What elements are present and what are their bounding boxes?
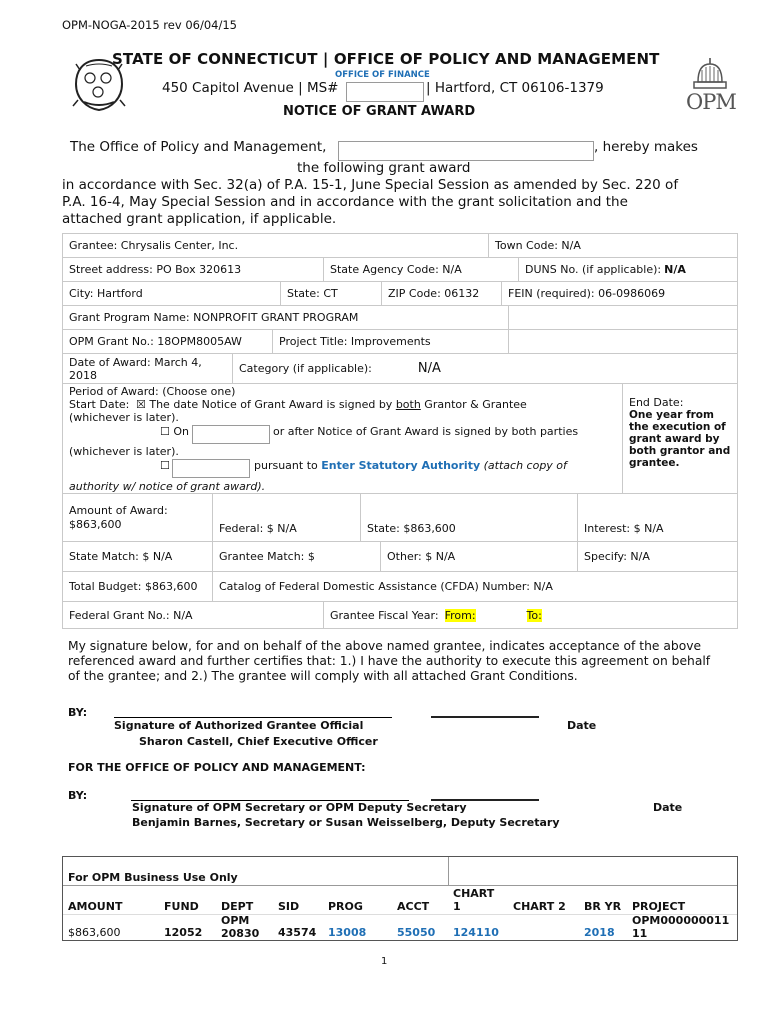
grantee-date-line[interactable] — [431, 716, 539, 718]
opm-logo — [684, 58, 736, 116]
row-date — [63, 354, 737, 384]
business-header-dept: DEPT — [221, 900, 254, 913]
business-header-acct: ACCT — [397, 900, 430, 913]
intro-line2: the following grant award — [297, 160, 471, 176]
opm-signer-names: Benjamin Barnes, Secretary or Susan Weisselberg, Deputy Secretary — [132, 816, 560, 829]
intro-line1-left: The Office of Policy and Management, — [70, 139, 327, 155]
opm-heading: FOR THE OFFICE OF POLICY AND MANAGEMENT: — [68, 761, 366, 774]
row-total — [63, 572, 737, 602]
row-grantee — [63, 234, 737, 258]
interest-cell: Interest: $ N/A — [584, 522, 664, 535]
acceptance-line1: My signature below, for and on behalf of the above named grantee, indicates acceptance of the above — [68, 639, 702, 653]
fiscal-year-cell — [324, 602, 737, 628]
fein-cell: FEIN (required): 06-0986069 — [508, 287, 666, 300]
address-left: 450 Capitol Avenue | MS# — [162, 80, 339, 96]
period-title: Period of Award: (Choose one) — [69, 385, 236, 398]
grantee-match-cell: Grantee Match: $ — [213, 542, 381, 571]
intro-line3: in accordance with Sec. 32(a) of P.A. 15-1, June Special Session as amended by Sec. 220 of — [62, 177, 679, 193]
opm-logo-text: OPM — [686, 90, 736, 114]
whichever-2: (whichever is later). — [69, 445, 179, 458]
grantee-date-label: Date — [567, 719, 597, 732]
state-cell: State: CT — [281, 282, 382, 305]
opm-division-field[interactable] — [338, 141, 594, 161]
business-header-sid: SID — [278, 900, 300, 913]
business-value-amount: $863,600 — [68, 926, 121, 939]
enter-statutory-authority[interactable]: Enter Statutory Authority — [321, 459, 481, 472]
business-value-fund: 12052 — [164, 926, 203, 939]
acceptance-line3: of the grantee; and 2.) The grantee will comply with all attached Grant Conditions. — [68, 669, 578, 683]
statutory-date-field[interactable] — [172, 459, 250, 478]
authority-text: authority w/ notice of grant award). — [69, 480, 266, 493]
business-header-prog: PROG — [328, 900, 363, 913]
category-value: N/A — [417, 361, 441, 376]
state-amount-cell: State: $863,600 — [361, 494, 578, 541]
intro-line5: attached grant application, if applicable. — [62, 211, 337, 227]
intro-line1-right: , hereby makes — [594, 139, 698, 155]
business-title-divider — [448, 857, 449, 885]
by-label-2: BY: — [68, 789, 88, 802]
business-header-bryr: BR YR — [584, 900, 622, 913]
address-right: | Hartford, CT 06106-1379 — [426, 80, 604, 96]
duns-label: DUNS No. (if applicable): — [525, 263, 662, 276]
street-cell: Street address: PO Box 320613 — [63, 258, 324, 281]
other-cell: Other: $ N/A — [381, 542, 578, 571]
business-top-divider — [63, 885, 737, 886]
amount-cell — [63, 494, 213, 541]
business-value-dept: OPM 20830 — [221, 914, 260, 940]
whichever-1: (whichever is later). — [69, 411, 179, 424]
duns-cell — [519, 258, 737, 281]
amount-value: $863,600 — [69, 517, 122, 531]
option-after-text: or after Notice of Grant Award is signed by both parties — [273, 425, 579, 438]
program-empty-cell — [509, 306, 737, 329]
grant-no-cell: OPM Grant No.: 18OPM8005AW — [63, 330, 273, 353]
row-program — [63, 306, 737, 330]
fiscal-to[interactable]: To: — [526, 608, 542, 622]
grant-details-table — [62, 233, 738, 629]
on-date-field[interactable] — [192, 425, 270, 444]
option-on-checkbox[interactable]: ☐ On — [160, 425, 189, 438]
date-award-line2: 2018 — [69, 368, 97, 382]
opm-signature-label: Signature of OPM Secretary or OPM Deputy Secretary — [132, 801, 467, 814]
state-match-cell: State Match: $ N/A — [63, 542, 213, 571]
row-street — [63, 258, 737, 282]
statutory-text — [254, 459, 567, 472]
capitol-dome-icon — [684, 58, 736, 92]
business-value-acct: 55050 — [397, 926, 436, 939]
start-date-label: Start Date: — [69, 398, 130, 411]
category-cell — [233, 354, 737, 383]
business-header-chart1: CHART 1 — [453, 887, 495, 913]
opm-date-label: Date — [653, 801, 683, 814]
town-code-cell: Town Code: N/A — [495, 239, 581, 252]
fiscal-year-label: Grantee Fiscal Year: — [330, 608, 439, 622]
form-id: OPM-NOGA-2015 rev 06/04/15 — [62, 18, 237, 32]
office-of-finance: OFFICE OF FINANCE — [335, 70, 430, 80]
business-value-prog: 13008 — [328, 926, 367, 939]
notice-title: NOTICE OF GRANT AWARD — [283, 104, 476, 119]
row-city — [63, 282, 737, 306]
business-title: For OPM Business Use Only — [68, 871, 238, 884]
project-title-cell: Project Title: Improvements — [273, 330, 509, 353]
amount-label: Amount of Award: — [69, 503, 168, 517]
federal-grant-no-cell: Federal Grant No.: N/A — [63, 602, 324, 628]
row-period — [63, 384, 737, 494]
business-header-project: PROJECT — [632, 900, 686, 913]
business-header-fund: FUND — [164, 900, 199, 913]
business-value-bryr: 2018 — [584, 926, 615, 939]
pursuant-text: pursuant to — [254, 459, 322, 472]
zip-cell: ZIP Code: 06132 — [382, 282, 502, 305]
grantee-signer-name: Sharon Castell, Chief Executive Officer — [139, 735, 378, 748]
project-empty-cell — [509, 330, 737, 353]
business-value-chart1: 124110 — [453, 926, 499, 939]
acceptance-line2: referenced award and further certifies that: 1.) I have the authority to execute this agreement on behalf — [68, 654, 711, 668]
specify-cell: Specify: N/A — [584, 550, 650, 563]
total-budget-cell: Total Budget: $863,600 — [63, 572, 213, 601]
grantee-signature-label: Signature of Authorized Grantee Official — [114, 719, 364, 732]
category-label: Category (if applicable): — [239, 362, 372, 375]
date-award-cell — [63, 354, 233, 383]
ms-number-field[interactable] — [346, 82, 424, 102]
business-value-sid: 43574 — [278, 926, 317, 939]
option-grantor-text: Grantor & Grantee — [420, 398, 527, 411]
option-signed-text: ☒ The date Notice of Grant Award is signed by — [136, 398, 396, 411]
row-grant-no — [63, 330, 737, 354]
cfda-cell: Catalog of Federal Domestic Assistance (CFDA) Number: N/A — [219, 580, 553, 593]
grantee-cell: Grantee: Chrysalis Center, Inc. — [63, 234, 489, 257]
business-header-chart2: CHART 2 — [513, 900, 566, 913]
agency-code-cell: State Agency Code: N/A — [324, 258, 519, 281]
intro-line4: P.A. 16-4, May Special Session and in accordance with the grant solicitation and the — [62, 194, 628, 210]
duns-value: N/A — [664, 263, 686, 276]
row-federal-grant — [63, 602, 737, 628]
business-value-project: OPM000000011 11 — [632, 914, 730, 940]
fiscal-from[interactable]: From: — [444, 608, 476, 622]
end-date-text: One year from the execution of grant award by both grantor and grantee. — [629, 409, 731, 469]
end-date-label: End Date: — [629, 396, 684, 409]
grantee-signature-line[interactable] — [114, 717, 392, 718]
date-award-line1: Date of Award: March 4, — [69, 355, 202, 369]
end-date-cell — [623, 384, 737, 493]
option-signed-both[interactable] — [136, 398, 527, 411]
federal-cell: Federal: $ N/A — [213, 494, 361, 541]
by-label-1: BY: — [68, 706, 88, 719]
row-match — [63, 542, 737, 572]
page-number: 1 — [381, 956, 388, 967]
option-statutory-checkbox[interactable]: ☐ — [160, 459, 170, 472]
business-header-amount: AMOUNT — [68, 900, 123, 913]
business-use-table — [62, 856, 738, 941]
option-both-text: both — [395, 398, 421, 411]
header-title: STATE OF CONNECTICUT | OFFICE OF POLICY AND MANAGEMENT — [112, 50, 660, 68]
city-cell: City: Hartford — [63, 282, 281, 305]
period-cell — [63, 384, 623, 493]
row-amount — [63, 494, 737, 542]
attach-copy-text: (attach copy of — [480, 459, 567, 472]
program-cell: Grant Program Name: NONPROFIT GRANT PROGRAM — [63, 306, 509, 329]
